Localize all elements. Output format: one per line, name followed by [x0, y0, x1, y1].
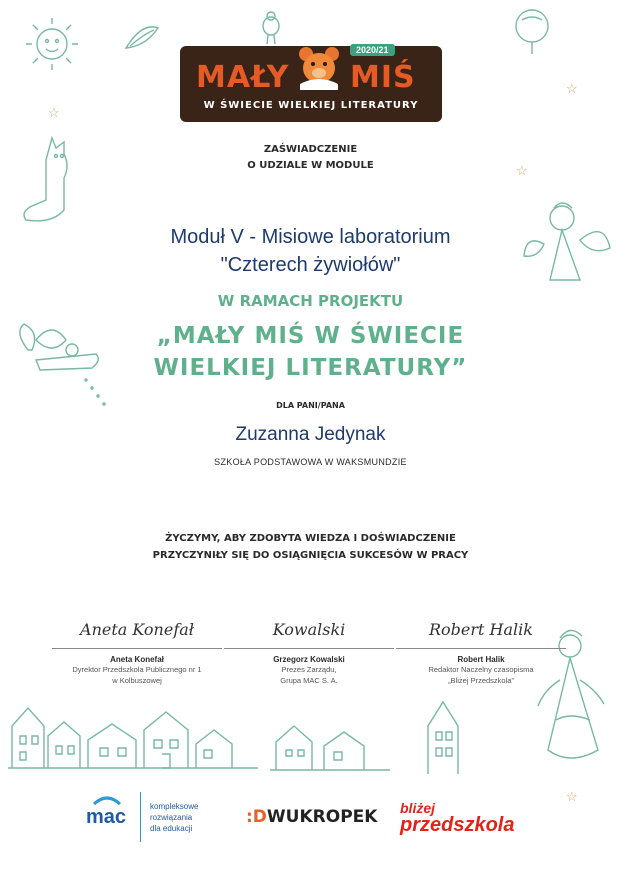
- signatory-role: „Bliżej Przedszkola”: [448, 676, 514, 685]
- recipient-label: DLA PANI/PANA: [276, 401, 345, 410]
- mac-tagline-line1: kompleksowe: [150, 802, 199, 811]
- certificate-heading: [0, 142, 621, 174]
- mac-tagline: [150, 801, 198, 834]
- signatory-name: Aneta Konefał: [110, 655, 164, 664]
- logo-subtitle: W ŚWIECIE WIELKIEJ LITERATURY: [203, 100, 419, 111]
- mac-logo-icon: [92, 794, 122, 806]
- leaf-doodle: [122, 18, 162, 54]
- signatory-name: Robert Halik: [457, 655, 505, 664]
- wish-line2: PRZYCZYNIŁY SIĘ DO OSIĄGNIĘCIA SUKCESÓW W PRACY: [152, 550, 469, 561]
- module-title: [0, 223, 621, 279]
- signatory-role: Grupa MAC S. A.: [280, 676, 338, 685]
- signatory-name: Grzegorz Kowalski: [273, 655, 345, 664]
- wish-line1: ŻYCZYMY, ABY ZDOBYTA WIEDZA I DOŚWIADCZENIE: [165, 533, 456, 544]
- sun-doodle: [14, 12, 84, 72]
- houses-right-doodle: [270, 712, 390, 772]
- dwukropek-text: WUKROPEK: [266, 807, 378, 827]
- project-name-line1: „MAŁY MIŚ W ŚWIECIE: [156, 323, 465, 349]
- mac-tagline-line2: rozwiązania: [150, 813, 193, 822]
- bear-icon: [294, 44, 344, 90]
- module-title-line2: "Czterech żywiołów": [220, 254, 401, 276]
- project-name-line2: WIELKIEJ LITERATURY”: [153, 355, 468, 381]
- signature-line: [224, 648, 394, 649]
- recipient-school: SZKOŁA PODSTAWOWA W WAKSMUNDZIE: [214, 457, 407, 467]
- dwukropek-logo: [246, 807, 377, 827]
- bird-doodle: [256, 8, 286, 48]
- signatory-role: Dyrektor Przedszkola Publicznego nr 1: [72, 665, 202, 674]
- dwukropek-mark: :D: [246, 807, 267, 827]
- blizej-text: bliżej: [400, 800, 436, 816]
- mac-logo: mac: [86, 806, 127, 828]
- blizej-przedszkola-logo: [400, 800, 514, 834]
- signatory-role: w Kolbuszowej: [112, 676, 162, 685]
- certificate-heading-line1: ZAŚWIADCZENIE: [263, 144, 358, 155]
- signature-block-kowalski: [214, 610, 404, 686]
- mac-separator: [140, 792, 141, 842]
- signatory-role: Prezes Zarządu,: [281, 665, 337, 674]
- tower-doodle: [418, 696, 468, 776]
- star-icon: ☆: [48, 105, 60, 120]
- logo-word-right: MIŚ: [350, 60, 416, 95]
- signatory-role: Redaktor Naczelny czasopisma: [428, 665, 534, 674]
- signature-block-halik: [386, 610, 576, 686]
- star-icon: ☆: [566, 81, 578, 96]
- star-icon: ☆: [566, 789, 578, 804]
- signature-line: [396, 648, 566, 649]
- recipient-name: Zuzanna Jedynak: [235, 424, 386, 445]
- project-intro: W RAMACH PROJEKTU: [217, 292, 404, 310]
- module-title-line1: Moduł V - Misiowe laboratorium: [170, 226, 451, 248]
- mac-tagline-line3: dla edukacji: [150, 824, 193, 833]
- signature-line: [52, 648, 222, 649]
- certificate-heading-line2: O UDZIALE W MODULE: [247, 160, 374, 171]
- logo-year-badge: 2020/21: [350, 44, 395, 56]
- logo-word-left: MAŁY: [196, 60, 290, 95]
- star-icon: ☆: [516, 163, 528, 178]
- houses-left-doodle: [8, 700, 258, 770]
- project-name: [0, 320, 621, 384]
- signature-scribble: Robert Halik: [429, 620, 533, 639]
- signature-scribble: Aneta Konefał: [80, 620, 194, 639]
- tree-doodle: [502, 6, 562, 56]
- wish-text: [0, 530, 621, 564]
- signature-scribble: Kowalski: [272, 620, 346, 639]
- signature-block-konefal: [42, 610, 232, 686]
- przedszkola-text: przedszkola: [400, 814, 515, 836]
